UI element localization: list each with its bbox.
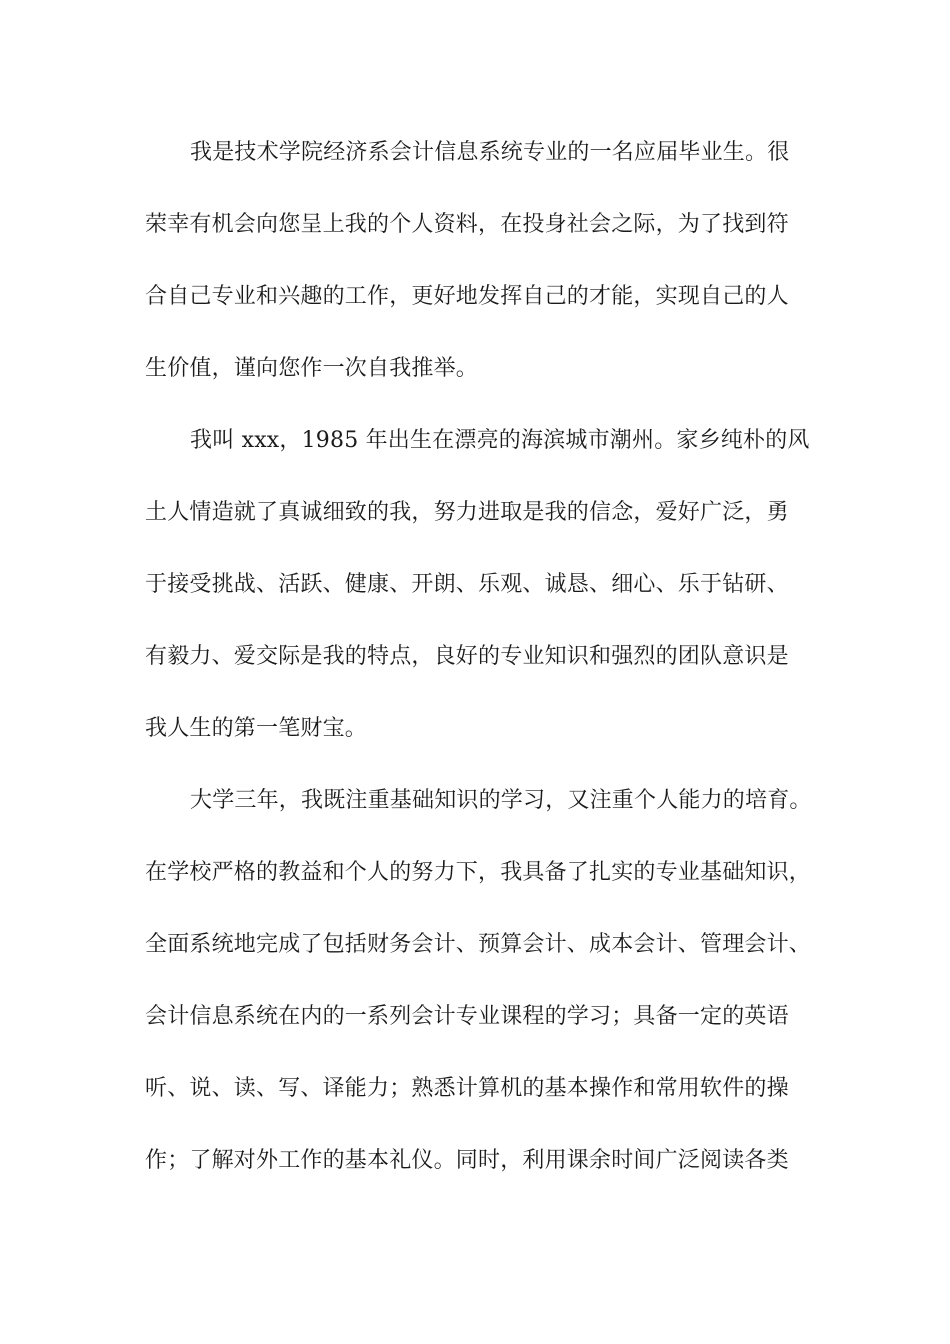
paragraph-3-line-3: 全面系统地完成了包括财务会计、预算会计、成本会计、管理会计、 bbox=[145, 932, 812, 957]
paragraph-3-line-6: 作；了解对外工作的基本礼仪。同时，利用课余时间广泛阅读各类 bbox=[145, 1148, 789, 1173]
paragraph-2-line-2: 土人情造就了真诚细致的我，努力进取是我的信念，爱好广泛，勇 bbox=[145, 500, 789, 525]
paragraph-2-line-5: 我人生的第一笔财宝。 bbox=[145, 716, 368, 741]
paragraph-2-line-1: 我叫 xxx，1985 年出生在漂亮的海滨城市潮州。家乡纯朴的风 bbox=[190, 428, 810, 453]
paragraph-3-line-1: 大学三年，我既注重基础知识的学习，又注重个人能力的培育。 bbox=[190, 788, 812, 813]
paragraph-2-line-3: 于接受挑战、活跃、健康、开朗、乐观、诚恳、细心、乐于钻研、 bbox=[145, 572, 789, 597]
paragraph-3-line-4: 会计信息系统在内的一系列会计专业课程的学习；具备一定的英语 bbox=[145, 1004, 789, 1029]
paragraph-2-line-4: 有毅力、爱交际是我的特点，良好的专业知识和强烈的团队意识是 bbox=[145, 644, 789, 669]
paragraph-1-line-3: 合自己专业和兴趣的工作，更好地发挥自己的才能，实现自己的人 bbox=[145, 284, 789, 309]
paragraph-1-line-1: 我是技术学院经济系会计信息系统专业的一名应届毕业生。很 bbox=[190, 140, 790, 165]
paragraph-3-line-5: 听、说、读、写、译能力；熟悉计算机的基本操作和常用软件的操 bbox=[145, 1076, 789, 1101]
paragraph-1-line-4: 生价值，谨向您作一次自我推举。 bbox=[145, 356, 479, 381]
paragraph-3-line-2: 在学校严格的教益和个人的努力下，我具备了扎实的专业基础知识， bbox=[145, 860, 812, 885]
paragraph-1-line-2: 荣幸有机会向您呈上我的个人资料，在投身社会之际，为了找到符 bbox=[145, 212, 789, 237]
